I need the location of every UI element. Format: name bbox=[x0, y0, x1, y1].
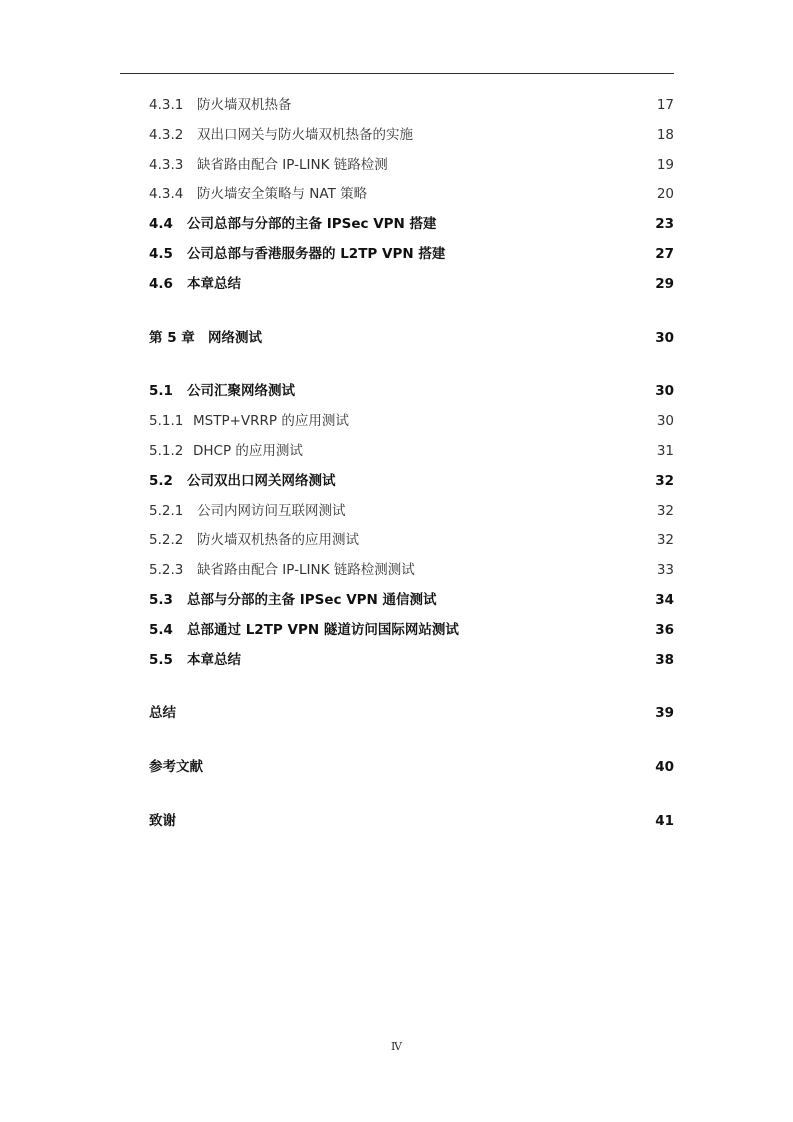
toc-entry[interactable] bbox=[149, 243, 674, 265]
toc-entry-title: 本章总结 bbox=[187, 276, 241, 292]
toc-entry[interactable] bbox=[149, 649, 674, 671]
toc-entry-title: 公司双出口网关网络测试 bbox=[187, 473, 336, 489]
toc-entry-summary[interactable] bbox=[149, 702, 674, 724]
toc-entry-page: 32 bbox=[656, 532, 674, 548]
toc-entry-number: 5.5 bbox=[149, 652, 173, 668]
toc-entry-title: 网络测试 bbox=[208, 330, 262, 346]
toc-entry-title: 本章总结 bbox=[187, 652, 241, 668]
toc-entry[interactable] bbox=[149, 470, 674, 492]
toc-entry-number: 5.1.2 bbox=[149, 443, 184, 459]
toc-entry-page: 31 bbox=[656, 443, 674, 459]
toc-entry-title: 双出口网关与防火墙双机热备的实施 bbox=[197, 127, 413, 143]
toc-chapter-entry[interactable] bbox=[149, 327, 674, 349]
toc-entry-number: 5.4 bbox=[149, 622, 173, 638]
page-number: Ⅳ bbox=[391, 1040, 402, 1053]
toc-entry-page: 32 bbox=[656, 503, 674, 519]
toc-entry-page: 30 bbox=[656, 413, 674, 429]
toc-entry-number: 5.3 bbox=[149, 592, 173, 608]
toc-entry[interactable] bbox=[149, 213, 674, 235]
toc-entry-title: 致谢 bbox=[149, 813, 176, 829]
toc-entry-title: MSTP+VRRP 的应用测试 bbox=[193, 413, 349, 429]
toc-entry[interactable] bbox=[149, 183, 674, 205]
toc-entry-title: 总结 bbox=[149, 705, 176, 721]
toc-entry[interactable] bbox=[149, 559, 674, 581]
toc-entry-title: 公司总部与分部的主备 IPSec VPN 搭建 bbox=[187, 216, 437, 232]
toc-entry[interactable] bbox=[149, 440, 674, 462]
toc-entry[interactable] bbox=[149, 500, 674, 522]
toc-entry-references[interactable] bbox=[149, 756, 674, 778]
toc-entry-page: 19 bbox=[656, 157, 674, 173]
toc-entry-number: 4.6 bbox=[149, 276, 173, 292]
toc-entry-page: 41 bbox=[655, 813, 674, 829]
toc-entry-number: 4.3.1 bbox=[149, 97, 184, 113]
toc-entry-number: 5.2.3 bbox=[149, 562, 184, 578]
toc-entry[interactable] bbox=[149, 124, 674, 146]
toc-entry-page: 33 bbox=[656, 562, 674, 578]
toc-entry-page: 27 bbox=[655, 246, 674, 262]
toc-entry[interactable] bbox=[149, 410, 674, 432]
toc-entry[interactable] bbox=[149, 94, 674, 116]
toc-entry-title: 缺省路由配合 IP-LINK 链路检测测试 bbox=[197, 562, 415, 578]
toc-entry-title: 缺省路由配合 IP-LINK 链路检测 bbox=[197, 157, 388, 173]
toc-entry-page: 39 bbox=[655, 705, 674, 721]
toc-entry-title: DHCP 的应用测试 bbox=[193, 443, 303, 459]
toc-entry-title: 总部与分部的主备 IPSec VPN 通信测试 bbox=[187, 592, 437, 608]
toc-entry-title: 公司汇聚网络测试 bbox=[187, 383, 295, 399]
toc-entry-page: 17 bbox=[656, 97, 674, 113]
toc-entry-page: 38 bbox=[655, 652, 674, 668]
toc-entry-title: 防火墙双机热备的应用测试 bbox=[197, 532, 359, 548]
toc-entry-page: 23 bbox=[655, 216, 674, 232]
toc-entry-page: 34 bbox=[655, 592, 674, 608]
toc-entry-page: 20 bbox=[656, 186, 674, 202]
toc-entry-title: 防火墙安全策略与 NAT 策略 bbox=[197, 186, 368, 202]
toc-entry[interactable] bbox=[149, 380, 674, 402]
toc-entry-title: 总部通过 L2TP VPN 隧道访问国际网站测试 bbox=[187, 622, 459, 638]
toc-entry-page: 40 bbox=[655, 759, 674, 775]
toc-entry-number: 4.5 bbox=[149, 246, 173, 262]
toc-entry[interactable] bbox=[149, 589, 674, 611]
header-rule bbox=[120, 73, 674, 74]
toc-entry-number: 4.3.3 bbox=[149, 157, 184, 173]
toc-entry-title: 防火墙双机热备 bbox=[197, 97, 292, 113]
toc-entry-page: 32 bbox=[655, 473, 674, 489]
toc-entry-page: 30 bbox=[655, 330, 674, 346]
toc-entry-title: 参考文献 bbox=[149, 759, 203, 775]
toc-entry[interactable] bbox=[149, 529, 674, 551]
toc-entry-title: 公司内网访问互联网测试 bbox=[197, 503, 346, 519]
toc-entry-title: 公司总部与香港服务器的 L2TP VPN 搭建 bbox=[187, 246, 446, 262]
toc-entry-page: 36 bbox=[655, 622, 674, 638]
toc-entry-page: 18 bbox=[656, 127, 674, 143]
toc-entry-page: 29 bbox=[655, 276, 674, 292]
toc-entry-number: 4.3.2 bbox=[149, 127, 184, 143]
toc-entry-number: 4.3.4 bbox=[149, 186, 184, 202]
toc-entry[interactable] bbox=[149, 154, 674, 176]
toc-entry-number: 5.1 bbox=[149, 383, 173, 399]
toc-entry-page: 30 bbox=[655, 383, 674, 399]
toc-entry[interactable] bbox=[149, 619, 674, 641]
toc-entry[interactable] bbox=[149, 273, 674, 295]
toc-entry-number: 5.1.1 bbox=[149, 413, 184, 429]
toc-entry-number: 第 5 章 bbox=[149, 330, 195, 346]
toc-entry-number: 5.2.1 bbox=[149, 503, 184, 519]
toc-entry-number: 5.2.2 bbox=[149, 532, 184, 548]
toc-entry-number: 4.4 bbox=[149, 216, 173, 232]
toc-entry-number: 5.2 bbox=[149, 473, 173, 489]
toc-entry-acknowledgements[interactable] bbox=[149, 810, 674, 832]
